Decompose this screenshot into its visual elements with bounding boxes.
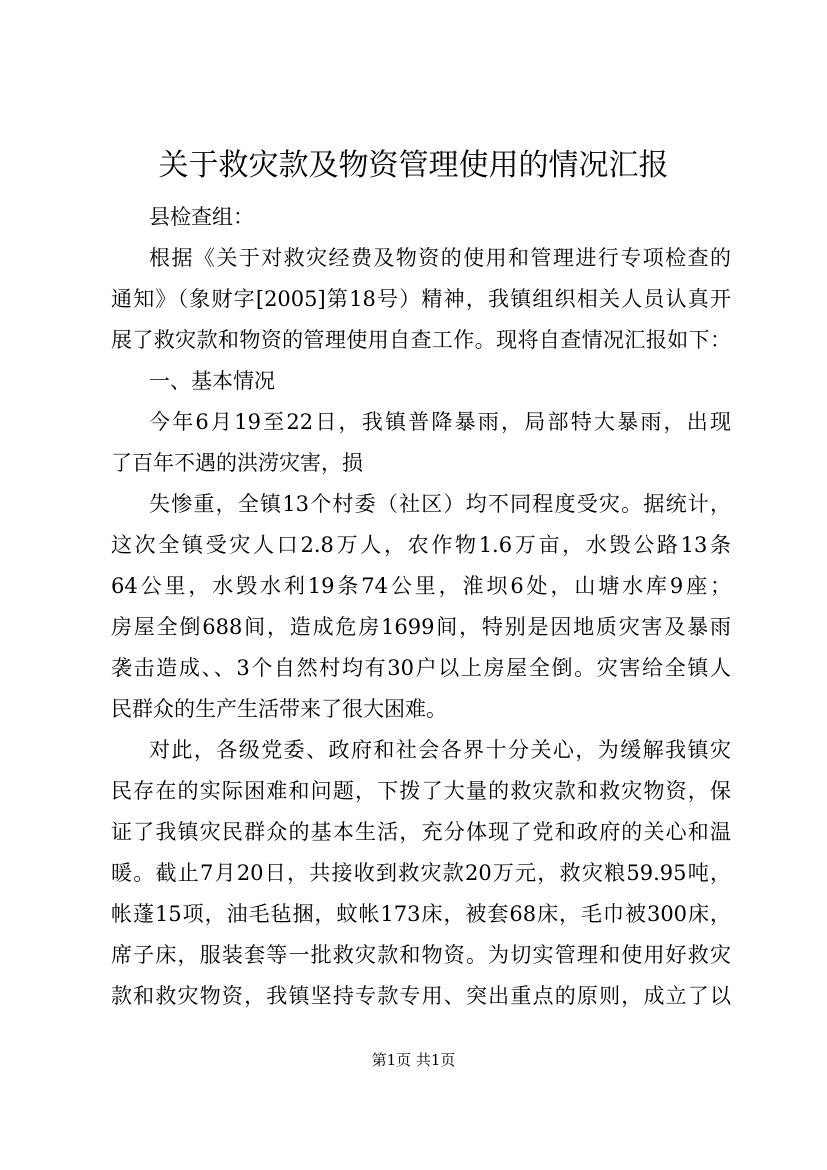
paragraph-line: 款和救灾物资，我镇坚持专款专用、突出重点的原则，成立了以 (111, 984, 731, 1008)
salutation-line: 县检查组： (149, 205, 254, 229)
paragraph-line: 帐蓬15项，油毛毡捆，蚊帐173床，被套68床，毛巾被300床， (111, 902, 731, 926)
paragraph-line: 席子床，服装套等一批救灾款和物资。为切实管理和使用好救灾 (111, 943, 731, 967)
paragraph-line: 今年6月19至22日，我镇普降暴雨，局部特大暴雨，出现 (149, 410, 731, 434)
paragraph-line: 对此，各级党委、政府和社会各界十分关心，为缓解我镇灾 (149, 738, 731, 762)
document-title: 关于救灾款及物资管理使用的情况汇报 (158, 148, 669, 183)
paragraph-line: 房屋全倒688间，造成危房1699间，特别是因地质灾害及暴雨 (111, 615, 731, 639)
paragraph-line: 根据《关于对救灾经费及物资的使用和管理进行专项检查的 (149, 246, 731, 270)
section-heading: 一、基本情况 (149, 369, 275, 393)
paragraph-line: 失惨重，全镇13个村委（社区）均不同程度受灾。据统计， (149, 492, 731, 516)
paragraph-line: 民存在的实际困难和问题，下拨了大量的救灾款和救灾物资，保 (111, 779, 731, 803)
paragraph-line: 这次全镇受灾人口2.8万人，农作物1.6万亩，水毁公路13条 (111, 533, 731, 557)
paragraph-line: 了百年不遇的洪涝灾害，损 (111, 451, 363, 475)
page-number-footer: 第1页 共1页 (371, 1051, 456, 1069)
paragraph-line: 通知》（象财字[2005]第18号）精神，我镇组织相关人员认真开 (111, 287, 731, 311)
paragraph-line: 民群众的生产生活带来了很大困难。 (111, 697, 447, 721)
paragraph-line: 证了我镇灾民群众的基本生活，充分体现了党和政府的关心和温 (111, 820, 731, 844)
paragraph-line: 袭击造成、、3个自然村均有30户以上房屋全倒。灾害给全镇人 (111, 656, 731, 680)
paragraph-line: 暖。截止7月20日，共接收到救灾款20万元，救灾粮59.95吨， (111, 861, 731, 885)
paragraph-line: 展了救灾款和物资的管理使用自查工作。现将自查情况汇报如下： (111, 328, 731, 352)
document-body (111, 197, 731, 1017)
paragraph-line: 64公里，水毁水利19条74公里，淮坝6处，山塘水库9座； (111, 574, 731, 598)
